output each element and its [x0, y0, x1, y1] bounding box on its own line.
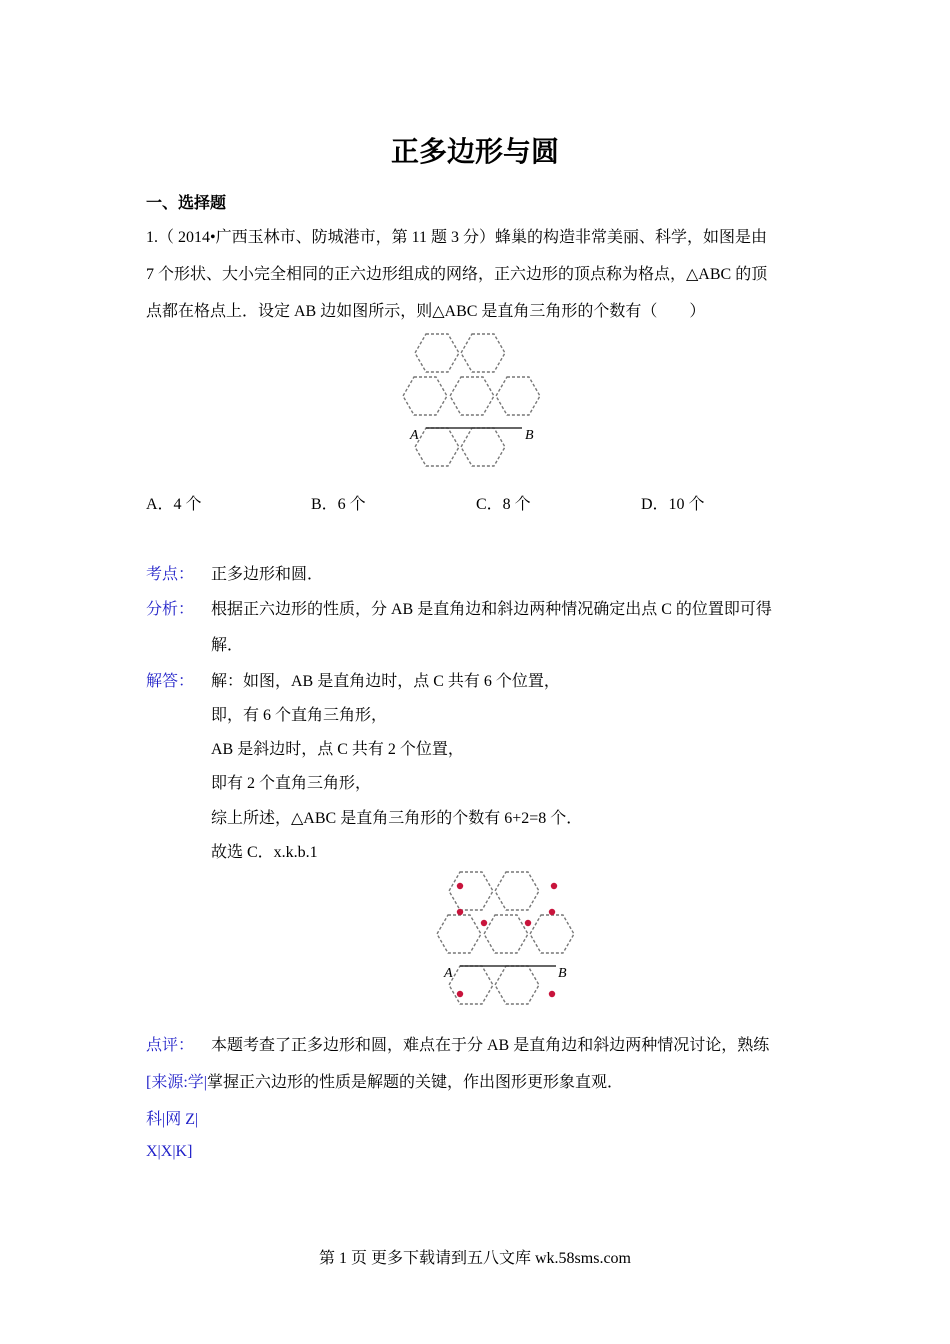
- hexagon: [437, 915, 481, 953]
- dianping-text-2: 掌握正六边形的性质是解题的关键，作出图形更形象直观．: [206, 1074, 623, 1091]
- point-c-marker: [481, 920, 487, 926]
- question-line-1: 1.（ 2014•广西玉林市、防城港市，第 11 题 3 分）蜂巢的构造非常美丽、科学，如图是由: [146, 229, 768, 246]
- option-c: C．8 个: [476, 496, 531, 513]
- point-c-marker: [457, 909, 463, 915]
- hexagon: [484, 915, 528, 953]
- hexagon: [449, 966, 493, 1004]
- question-line-3: 点都在格点上．设定 AB 边如图所示，则△ABC 是直角三角形的个数有（ ）: [146, 303, 706, 320]
- source-watermark-2: 科|网 Z|: [146, 1111, 199, 1128]
- hexagon: [495, 872, 539, 910]
- kaodian-label: 考点：: [146, 566, 195, 583]
- jieda-label: 解答：: [146, 673, 195, 690]
- label-b: B: [558, 966, 567, 981]
- dianping-text-1: 本题考查了正多边形和圆，难点在于分 AB 是直角边和斜边两种情况讨论，熟练: [211, 1037, 770, 1054]
- dianping-line-2: [146, 1069, 623, 1092]
- jieda-line: AB 是斜边时，点 C 共有 2 个位置，: [211, 741, 464, 758]
- page-footer: 第 1 页 更多下载请到五八文库 wk.58sms.com: [318, 1250, 631, 1267]
- point-c-marker: [549, 909, 555, 915]
- hexagon: [530, 915, 574, 953]
- question-line-2: 7 个形状、大小完全相同的正六边形组成的网络，正六边形的顶点称为格点，△ABC 的顶: [146, 266, 768, 283]
- source-watermark: [来源:学|: [146, 1074, 207, 1091]
- option-b: B．6 个: [311, 496, 366, 513]
- hexagon: [449, 872, 493, 910]
- point-c-marker: [457, 991, 463, 997]
- fenxi-text-1: 根据正六边形的性质，分 AB 是直角边和斜边两种情况确定出点 C 的位置即可得: [211, 601, 772, 618]
- hexagon: [495, 966, 539, 1004]
- hexagon: [415, 428, 459, 466]
- hexagon: [461, 334, 505, 372]
- option-a: A．4 个: [146, 496, 202, 513]
- kaodian-text: 正多边形和圆．: [211, 566, 324, 583]
- fenxi-label: 分析：: [146, 601, 195, 618]
- fenxi-text-2: 解．: [211, 637, 244, 654]
- jieda-line: 故选 C．x.k.b.1: [211, 844, 318, 861]
- hexagon: [450, 377, 494, 415]
- honeycomb-figure: [400, 328, 550, 470]
- label-a: A: [444, 966, 453, 981]
- hexagon: [403, 377, 447, 415]
- jieda-line: 解：如图，AB 是直角边时，点 C 共有 6 个位置，: [211, 673, 560, 690]
- point-c-marker: [551, 883, 557, 889]
- source-watermark-3: X|X|K]: [146, 1143, 193, 1160]
- section-heading: 一、选择题: [146, 193, 227, 212]
- label-b: B: [525, 428, 534, 443]
- jieda-line: 综上所述，△ABC 是直角三角形的个数有 6+2=8 个．: [211, 810, 583, 827]
- honeycomb-solution-figure: [434, 866, 584, 1008]
- point-c-marker: [457, 883, 463, 889]
- label-a: A: [410, 428, 419, 443]
- hexagon: [461, 428, 505, 466]
- page-title: 正多边形与圆: [390, 135, 559, 168]
- dianping-label: 点评：: [146, 1037, 195, 1054]
- hexagon: [415, 334, 459, 372]
- option-d: D．10 个: [641, 496, 705, 513]
- jieda-line: 即有 2 个直角三角形，: [211, 775, 372, 792]
- hexagon: [496, 377, 540, 415]
- point-c-marker: [525, 920, 531, 926]
- point-c-marker: [549, 991, 555, 997]
- jieda-line: 即，有 6 个直角三角形，: [211, 707, 388, 724]
